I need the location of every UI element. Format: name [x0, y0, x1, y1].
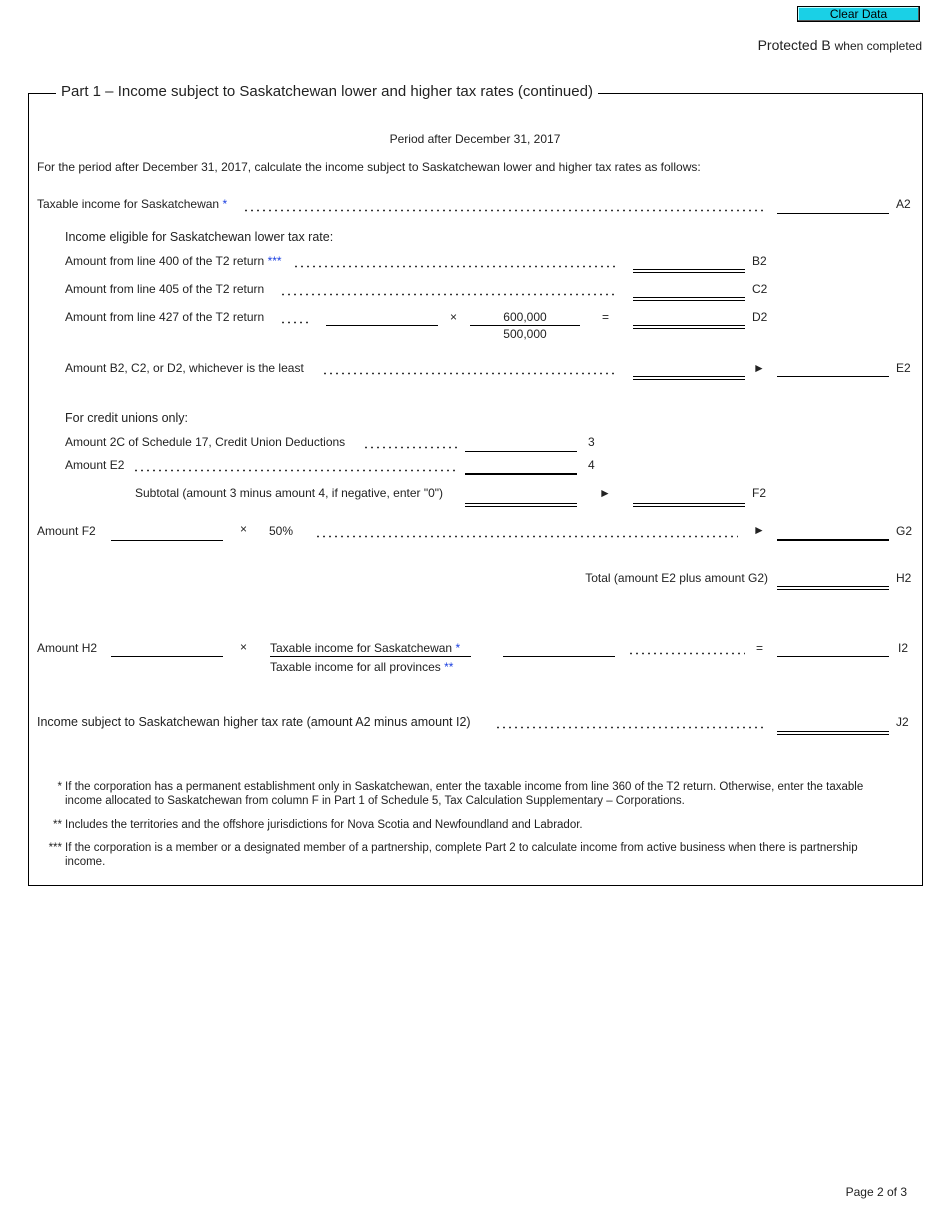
footnote-text: Includes the territories and the offshore jurisdictions for Nova Scotia and Newfoundland and Labrador. [65, 819, 583, 831]
period-heading: Period after December 31, 2017 [389, 132, 561, 146]
subtotal-input[interactable] [465, 503, 577, 507]
clear-data-button[interactable]: Clear Data [797, 6, 920, 22]
footnote-mark: *** [48, 842, 62, 854]
i2-denominator: Taxable income for all provinces ** [270, 660, 454, 674]
i2-label: Amount H2 [37, 641, 98, 655]
e2-label: Amount B2, C2, or D2, whichever is the least [65, 361, 304, 375]
equals-sign: = [756, 641, 764, 655]
i2-code: I2 [898, 641, 909, 655]
f2-code: F2 [752, 486, 767, 500]
d2-input[interactable] [633, 325, 745, 329]
subtotal-label: Subtotal (amount 3 minus amount 4, if negative, enter "0") [135, 486, 444, 500]
arrow-icon: ► [753, 523, 765, 537]
f2-input[interactable] [633, 503, 745, 507]
arrow-icon: ► [599, 486, 611, 500]
credit-unions-heading: For credit unions only: [65, 411, 188, 425]
when-completed-text: when completed [834, 39, 922, 53]
h2-input[interactable] [777, 586, 889, 590]
d2-code: D2 [752, 310, 768, 324]
i2-numerator: Taxable income for Saskatchewan * [270, 641, 461, 655]
multiply-sign: × [240, 640, 248, 654]
e2-code: E2 [896, 361, 911, 375]
multiply-sign: × [240, 522, 248, 536]
lower-rate-heading: Income eligible for Saskatchewan lower tax rate: [65, 230, 334, 244]
page-number: Page 2 of 3 [845, 1185, 907, 1199]
dot-leader [243, 209, 765, 212]
amount-f2-input[interactable] [111, 540, 223, 541]
line-3-code: 3 [588, 435, 595, 449]
arrow-icon: ► [753, 361, 765, 375]
dot-leader [322, 372, 618, 375]
c2-label: Amount from line 405 of the T2 return [65, 282, 265, 296]
d2-label: Amount from line 427 of the T2 return [65, 310, 265, 324]
e2-least-input[interactable] [633, 376, 745, 380]
dot-leader [280, 321, 312, 324]
line-4-code: 4 [588, 458, 595, 472]
multiply-sign: × [450, 310, 458, 324]
i2-fraction-input[interactable] [503, 656, 615, 657]
g2-label: Amount F2 [37, 524, 96, 538]
j2-label: Income subject to Saskatchewan higher tax rate (amount A2 minus amount I2) [37, 715, 471, 729]
i2-input[interactable] [777, 656, 889, 657]
b2-input[interactable] [633, 269, 745, 273]
c2-input[interactable] [633, 297, 745, 301]
footnote-mark: ** [53, 819, 62, 831]
footnote-text: If the corporation is a member or a designated member of a partnership, complete Part 2 to calculate income from active business when there is partnership income. [65, 842, 858, 868]
line-3-label: Amount 2C of Schedule 17, Credit Union Deductions [65, 435, 346, 449]
equals-sign: = [602, 310, 610, 324]
h2-label: Total (amount E2 plus amount G2) [585, 571, 768, 585]
dot-leader [495, 726, 765, 729]
protected-text: Protected B [757, 37, 831, 53]
line-427-input[interactable] [326, 325, 438, 326]
dot-leader [133, 469, 458, 472]
numerator: 600,000 [503, 310, 547, 324]
e2-input[interactable] [777, 376, 889, 377]
j2-input[interactable] [777, 731, 889, 735]
line-4-input[interactable] [465, 473, 577, 475]
g2-rate: 50% [269, 524, 294, 538]
dot-leader [363, 446, 458, 449]
j2-code: J2 [896, 715, 909, 729]
part-title: Part 1 – Income subject to Saskatchewan lower and higher tax rates (continued) [56, 82, 598, 102]
line-4-label: Amount E2 [65, 458, 125, 472]
footnote-text: If the corporation has a permanent establishment only in Saskatchewan, enter the taxable income from line 360 of the T2 return. Otherwise, enter the taxable income allocated to Saskatchewan from column F in Part 1 of Schedule 5, Tax Calculation Supplementary – Corporations. [65, 781, 864, 807]
dot-leader [280, 293, 618, 296]
footnote-mark: * [57, 781, 62, 793]
a2-input[interactable] [777, 213, 889, 214]
protected-b-label [758, 37, 922, 53]
g2-code: G2 [896, 524, 913, 538]
fraction-line [270, 656, 471, 657]
g2-input[interactable] [777, 539, 889, 541]
amount-h2-input[interactable] [111, 656, 223, 657]
c2-code: C2 [752, 282, 768, 296]
intro-text: For the period after December 31, 2017, calculate the income subject to Saskatchewan lower and higher tax rates as follows: [37, 160, 701, 174]
dot-leader [315, 535, 738, 538]
denominator: 500,000 [503, 327, 547, 341]
a2-code: A2 [896, 197, 911, 211]
b2-code: B2 [752, 254, 767, 268]
line-3-input[interactable] [465, 451, 577, 452]
b2-label: Amount from line 400 of the T2 return *** [65, 254, 282, 268]
h2-code: H2 [896, 571, 912, 585]
dot-leader [628, 652, 745, 655]
dot-leader [293, 265, 618, 268]
a2-label: Taxable income for Saskatchewan * [37, 197, 228, 211]
